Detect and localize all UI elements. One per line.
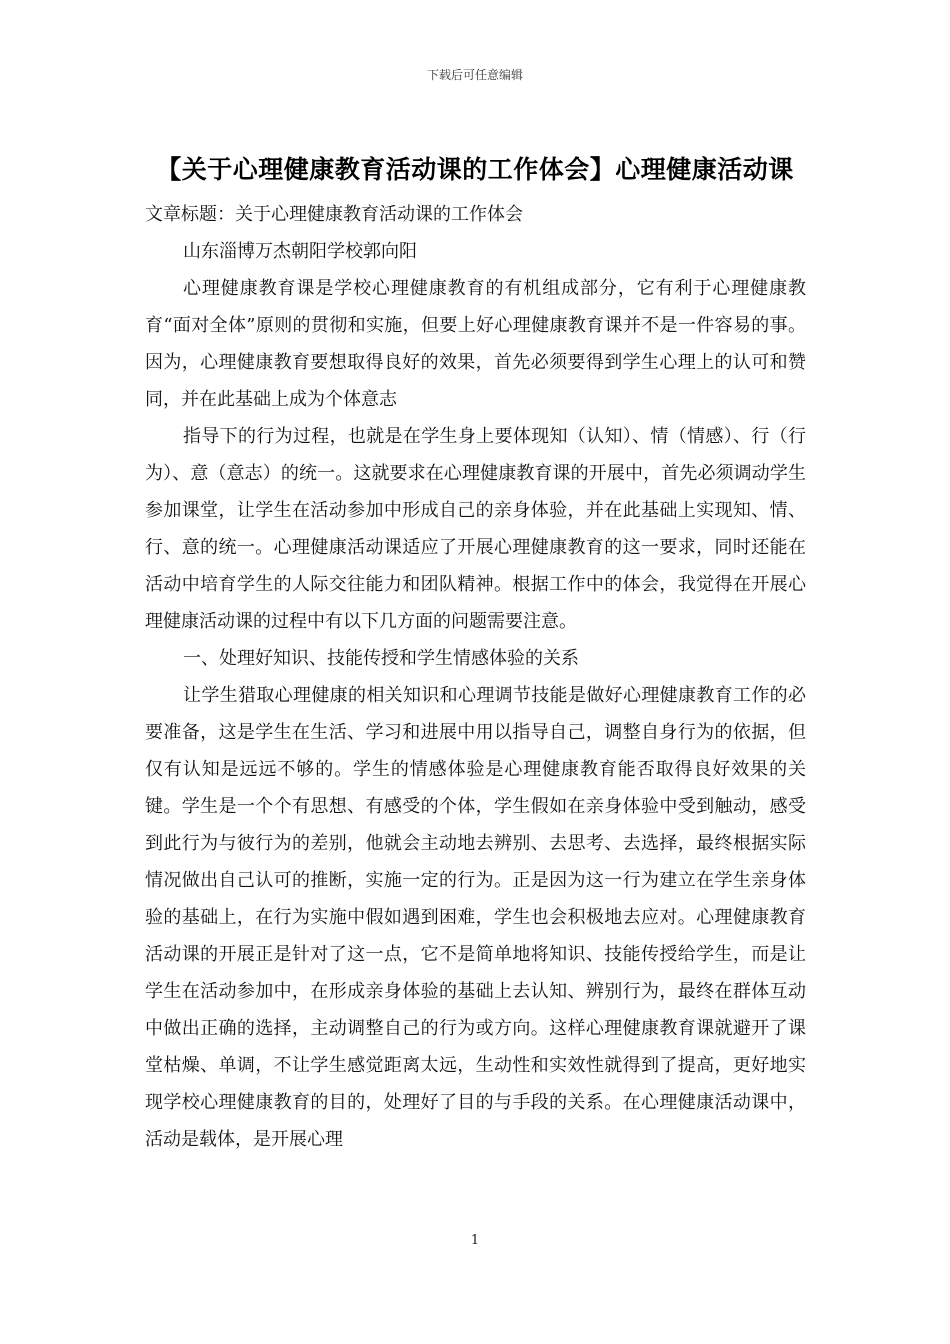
document-title: 【关于心理健康教育活动课的工作体会】心理健康活动课 — [156, 155, 794, 184]
paragraph: 心理健康教育课是学校心理健康教育的有机组成部分，它有利于心理健康教育“面对全体”原则的贯彻和实施，但要上好心理健康教育课并不是一件容易的事。因为，心理健康教育要想取得良好的效果，首先必须要得到学生心理上的认可和赞同，并在此基础上成为个体意志 — [145, 278, 806, 410]
paragraph: 指导下的行为过程，也就是在学生身上要体现知（认知）、情（情感）、行（行为）、意（意志）的统一。这就要求在心理健康教育课的开展中，首先必须调动学生参加课堂，让学生在活动参加中形成自己的亲身体验，并在此基础上实现知、情、行、意的统一。心理健康活动课适应了开展心理健康教育的这一要求，同时还能在活动中培育学生的人际交往能力和团队精神。根据工作中的体会，我觉得在开展心理健康活动课的过程中有以下几方面的问题需要注意。 — [145, 426, 806, 632]
document-body — [145, 196, 806, 1158]
page-header-note: 下载后可任意编辑 — [426, 68, 523, 82]
paragraph: 让学生猎取心理健康的相关知识和心理调节技能是做好心理健康教育工作的必要准备，这是学生在生活、学习和进展中用以指导自己，调整自身行为的依据，但仅有认知是远远不够的。学生的情感体验是心理健康教育能否取得良好效果的关键。学生是一个个有思想、有感受的个体，学生假如在亲身体验中受到触动，感受到此行为与彼行为的差别，他就会主动地去辨别、去思考、去选择，最终根据实际情况做出自己认可的推断，实施一定的行为。正是因为这一行为建立在学生亲身体验的基础上，在行为实施中假如遇到困难，学生也会积极地去应对。心理健康教育活动课的开展正是针对了这一点，它不是简单地将知识、技能传授给学生，而是让学生在活动参加中，在形成亲身体验的基础上去认知、辨别行为，最终在群体互动中做出正确的选择，主动调整自己的行为或方向。这样心理健康教育课就避开了课堂枯燥、单调，不让学生感觉距离太远，生动性和实效性就得到了提高，更好地实现学校心理健康教育的目的，处理好了目的与手段的关系。在心理健康活动课中，活动是载体，是开展心理 — [145, 685, 806, 1150]
author-line: 山东淄博万杰朝阳学校郭向阳 — [183, 241, 417, 262]
page-number: 1 — [470, 1233, 480, 1248]
section-heading: 一、处理好知识、技能传授和学生情感体验的关系 — [183, 648, 579, 669]
article-title-line: 文章标题：关于心理健康教育活动课的工作体会 — [145, 204, 523, 225]
